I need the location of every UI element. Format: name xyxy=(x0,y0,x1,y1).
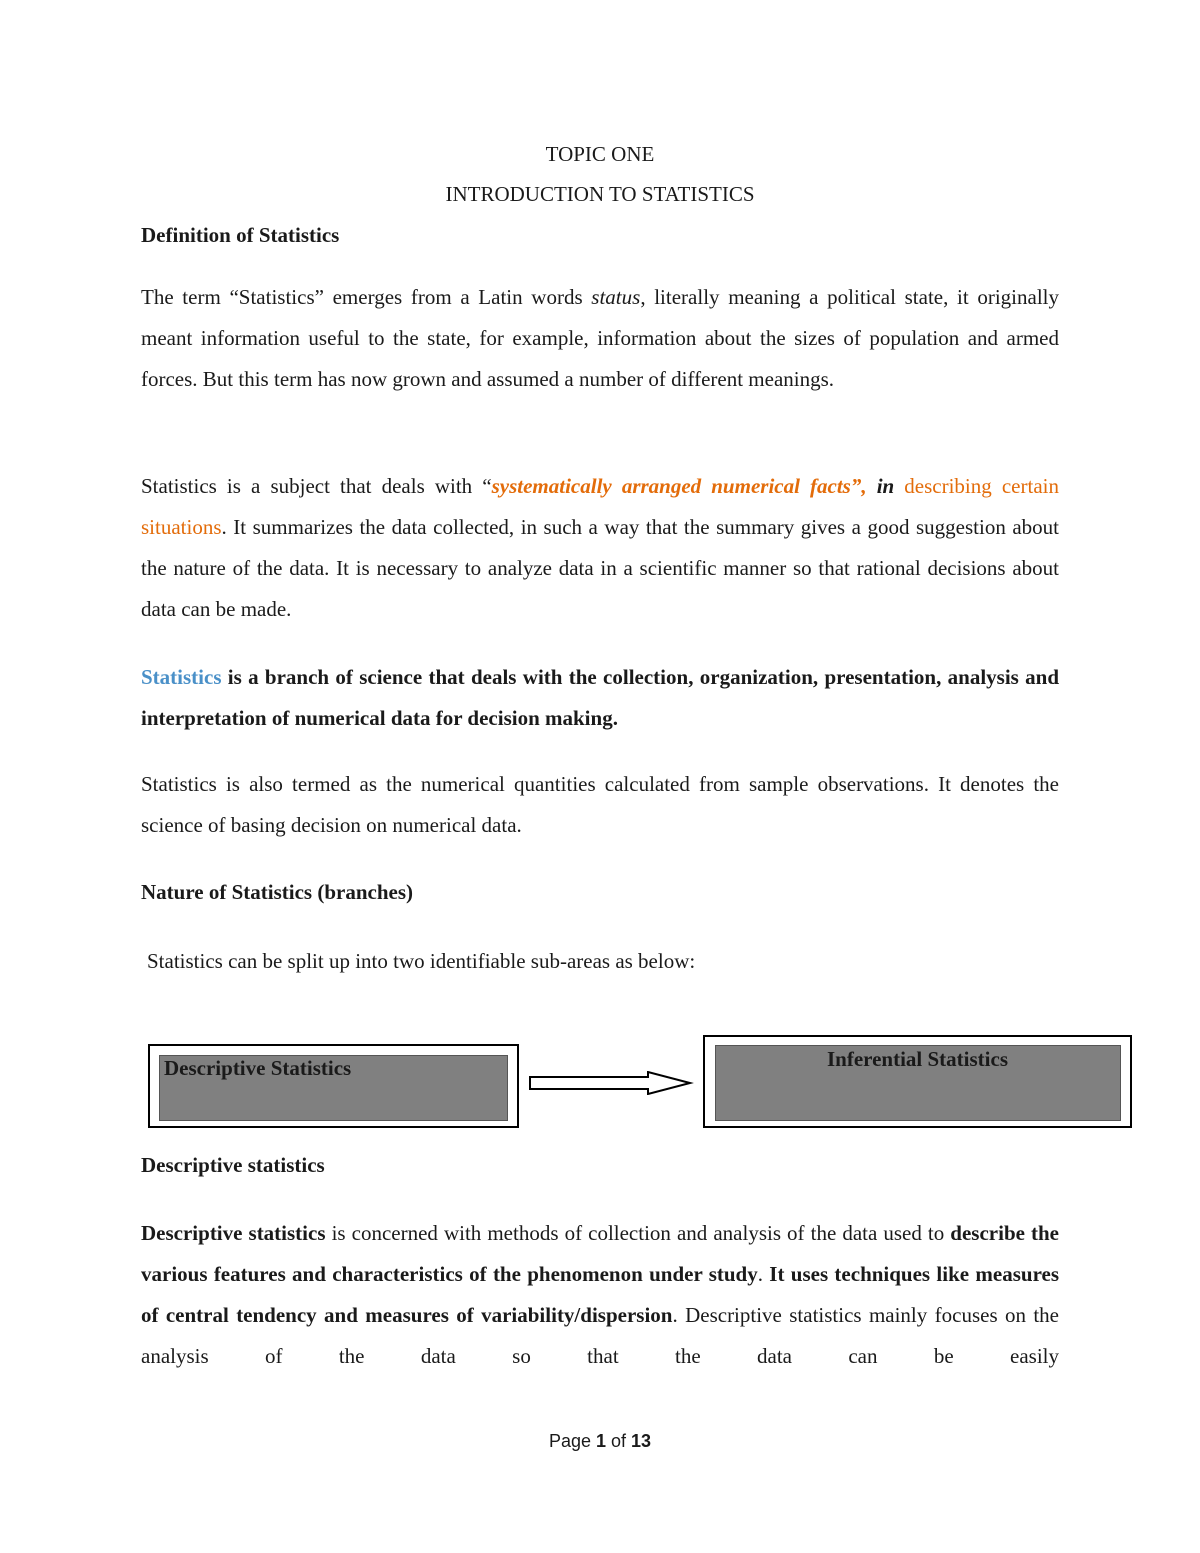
inferential-statistics-box xyxy=(703,1035,1132,1128)
p2-text-b: . It summarizes the data collected, in such a way that the summary gives a good suggestion about the nature of the data. It is necessary to analyze data in a scientific manner so that rational decisions about data can be made. xyxy=(141,515,1059,621)
nature-heading: Nature of Statistics (branches) xyxy=(141,880,413,904)
footer-total-pages: 13 xyxy=(631,1431,652,1451)
inferential-box-label: Inferential Statistics xyxy=(826,1047,1008,1071)
descriptive-heading: Descriptive statistics xyxy=(141,1153,325,1177)
footer-of-word: of xyxy=(606,1431,632,1451)
desc-bold-3: It uses techniques like measures of central tendency and measures of variability/dispersion xyxy=(141,1262,1060,1327)
p2-text-a: Statistics is a subject that deals with “ xyxy=(141,474,492,498)
arrow-right-icon xyxy=(528,1071,698,1095)
descriptive-paragraph xyxy=(141,1213,1059,1377)
definition-heading: Definition of Statistics xyxy=(141,223,340,247)
footer-page-word: Page xyxy=(548,1431,596,1451)
descriptive-statistics-box xyxy=(148,1044,519,1128)
p2-in-word: in xyxy=(876,474,895,498)
p1-text-a: The term “Statistics” emerges from a Latin words xyxy=(141,285,592,309)
p3-statistics-word: Statistics xyxy=(141,665,222,689)
p1-text-b: , literally meaning a political state, it originally meant information useful to the state, for example, information about the sizes of population and armed forces. But this term has now grown and assumed a number of different meanings. xyxy=(141,285,1060,391)
desc-text-c: . Descriptive statistics mainly focuses on the analysis of the data so that the data can be easily xyxy=(141,1303,1060,1368)
definition-paragraph-3 xyxy=(141,657,1059,739)
footer-page-number: 1 xyxy=(595,1431,606,1451)
descriptive-box-label: Descriptive Statistics xyxy=(164,1056,352,1080)
desc-text-b: . xyxy=(757,1262,770,1286)
definition-paragraph-4 xyxy=(141,764,1059,846)
page-footer xyxy=(0,1431,1200,1452)
p2-orange-phrase: describing certain situations xyxy=(141,474,1059,539)
desc-bold-2: describe the various features and characteristics of the phenomenon under study xyxy=(141,1221,1059,1286)
p2-emphasis: systematically arranged numerical facts”, xyxy=(491,474,877,498)
p4-text: Statistics is also termed as the numerical quantities calculated from sample observations. It denotes the science of basing decision on numerical data. xyxy=(141,772,1059,837)
definition-paragraph-2 xyxy=(141,466,1059,630)
nature-intro: Statistics can be split up into two identifiable sub-areas as below: xyxy=(147,949,696,973)
desc-text-a: is concerned with methods of collection and analysis of the data used to xyxy=(325,1221,951,1245)
desc-bold-1: Descriptive statistics xyxy=(141,1221,326,1245)
p1-status-word: status xyxy=(591,285,641,309)
main-title: INTRODUCTION TO STATISTICS xyxy=(445,182,755,206)
topic-title: TOPIC ONE xyxy=(545,142,655,166)
p3-bold-text: is a branch of science that deals with the collection, organization, presentation, analysis and interpretation of numerical data for decision making. xyxy=(141,665,1059,730)
definition-paragraph-1 xyxy=(141,277,1059,400)
